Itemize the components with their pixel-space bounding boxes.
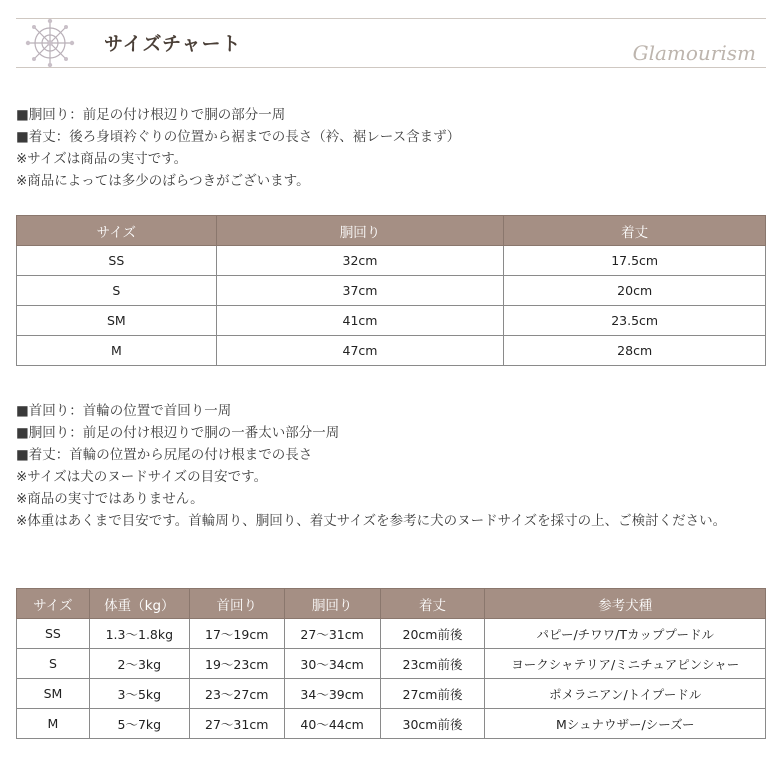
table-cell: 2～3kg bbox=[89, 649, 189, 679]
table-cell: S bbox=[17, 276, 217, 306]
table-cell: 1.3～1.8kg bbox=[89, 619, 189, 649]
column-header: サイズ bbox=[17, 216, 217, 246]
page-title: サイズチャート bbox=[104, 33, 242, 55]
table-cell: SM bbox=[17, 306, 217, 336]
table-cell: SS bbox=[17, 619, 90, 649]
note-line: ※商品によっては多少のばらつきがございます。 bbox=[16, 173, 310, 189]
table-cell: 40～44cm bbox=[284, 709, 380, 739]
table-cell: SM bbox=[17, 679, 90, 709]
table-row bbox=[17, 709, 766, 739]
header-bar bbox=[16, 18, 766, 68]
table-header-row bbox=[17, 589, 766, 619]
note-line: ※体重はあくまで目安です。首輪周り、胴回り、着丈サイズを参考に犬のヌードサイズを採寸の上、ご検討ください。 bbox=[16, 513, 727, 529]
table-cell: M bbox=[17, 336, 217, 366]
table-cell: ヨークシャテリア/ミニチュアピンシャー bbox=[485, 649, 766, 679]
note-line: ■胴回り：前足の付け根辺りで胴の部分一周 bbox=[16, 107, 286, 123]
table-row bbox=[17, 246, 766, 276]
table-header-row bbox=[17, 216, 766, 246]
table-row bbox=[17, 649, 766, 679]
table-cell: 5～7kg bbox=[89, 709, 189, 739]
table-cell: 32cm bbox=[216, 246, 504, 276]
note-line: ※サイズは商品の実寸です。 bbox=[16, 151, 188, 167]
garment-size-table bbox=[16, 215, 766, 366]
column-header: 首回り bbox=[189, 589, 284, 619]
table-cell: M bbox=[17, 709, 90, 739]
table-cell: 27～31cm bbox=[284, 619, 380, 649]
table-cell: 34～39cm bbox=[284, 679, 380, 709]
table-cell: SS bbox=[17, 246, 217, 276]
table-cell: S bbox=[17, 649, 90, 679]
table-cell: 3～5kg bbox=[89, 679, 189, 709]
note-line: ■首回り：首輪の位置で首回り一周 bbox=[16, 403, 232, 419]
column-header: サイズ bbox=[17, 589, 90, 619]
table-cell: 20cm前後 bbox=[380, 619, 485, 649]
column-header: 着丈 bbox=[504, 216, 766, 246]
note-line: ※サイズは犬のヌードサイズの目安です。 bbox=[16, 469, 268, 485]
table-cell: 30cm前後 bbox=[380, 709, 485, 739]
table-cell: パピー/チワワ/Tカッププードル bbox=[485, 619, 766, 649]
table-cell: Mシュナウザー/シーズー bbox=[485, 709, 766, 739]
table-cell: 23.5cm bbox=[504, 306, 766, 336]
table-cell: 27cm前後 bbox=[380, 679, 485, 709]
note-line: ■着丈：首輪の位置から尻尾の付け根までの長さ bbox=[16, 447, 313, 463]
table-cell: 30～34cm bbox=[284, 649, 380, 679]
table-row bbox=[17, 276, 766, 306]
table-row bbox=[17, 306, 766, 336]
column-header: 参考犬種 bbox=[485, 589, 766, 619]
table-cell: 23cm前後 bbox=[380, 649, 485, 679]
table-cell: 41cm bbox=[216, 306, 504, 336]
note-line: ※商品の実寸ではありません。 bbox=[16, 491, 204, 507]
column-header: 胴回り bbox=[216, 216, 504, 246]
brand-logo: Glamourism bbox=[632, 41, 756, 65]
column-header: 着丈 bbox=[380, 589, 485, 619]
table-cell: ポメラニアン/トイプードル bbox=[485, 679, 766, 709]
column-header: 体重（kg） bbox=[89, 589, 189, 619]
dog-size-table bbox=[16, 588, 766, 739]
table-row bbox=[17, 619, 766, 649]
table-cell: 47cm bbox=[216, 336, 504, 366]
table-cell: 19～23cm bbox=[189, 649, 284, 679]
note-line: ■着丈：後ろ身頃衿ぐりの位置から裾までの長さ（衿、裾レース含まず） bbox=[16, 129, 461, 145]
garment-notes bbox=[16, 104, 768, 192]
snowflake-ornament-icon bbox=[24, 17, 76, 69]
table-cell: 28cm bbox=[504, 336, 766, 366]
table-cell: 23～27cm bbox=[189, 679, 284, 709]
table-row bbox=[17, 679, 766, 709]
table-cell: 20cm bbox=[504, 276, 766, 306]
table-cell: 27～31cm bbox=[189, 709, 284, 739]
table-cell: 37cm bbox=[216, 276, 504, 306]
table-cell: 17～19cm bbox=[189, 619, 284, 649]
dog-size-notes bbox=[16, 400, 768, 532]
table-cell: 17.5cm bbox=[504, 246, 766, 276]
table-row bbox=[17, 336, 766, 366]
column-header: 胴回り bbox=[284, 589, 380, 619]
note-line: ■胴回り：前足の付け根辺りで胴の一番太い部分一周 bbox=[16, 425, 340, 441]
